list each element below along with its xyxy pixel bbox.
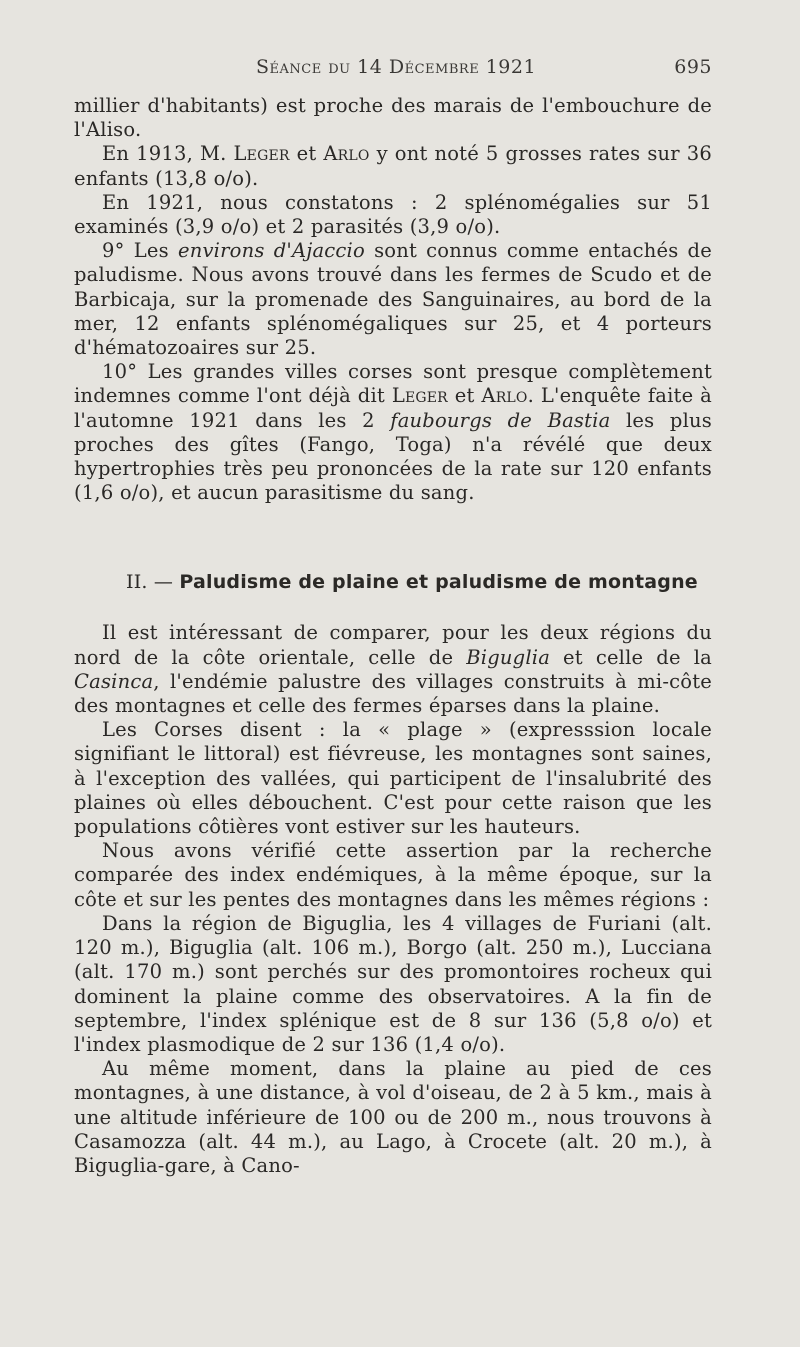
- author-arlo: Arlo: [323, 142, 370, 166]
- emphasis-biguglia: Biguglia: [466, 645, 551, 669]
- text-run: les plus proches des gîtes (Fango, Toga) n'a révélé que deux hypertrophies très peu prononcées de la rate sur 120 enfants (1,6 o/o), et aucun parasitisme du sang.: [74, 408, 712, 505]
- text-run: En 1913, M.: [102, 142, 234, 166]
- text-run: sont connus comme entachés de paludisme. Nous avons trouvé dans les fermes de Scudo et de Barbicaja, sur la promenade des Sanguinaires, au bord de la mer, 12 enfants splénomégaliques sur 25, et 4 porteurs d'hématozoaires sur 25.: [74, 239, 712, 360]
- paragraph-plaine: Au même moment, dans la plaine au pied de ces montagnes, à une distance, à vol d'oiseau, de 2 à 5 km., mais à une altitude inférieure de 100 ou de 200 m., nous trouvons à Casamozza (alt. 44 m.), au Lago, à Crocete (alt. 20 m.), à Biguglia-gare, à Cano-: [74, 1057, 712, 1177]
- author-leger: Leger: [391, 384, 448, 408]
- paragraph-villes-corses: [74, 360, 712, 505]
- text-run: 9° Les: [102, 239, 178, 263]
- text-run: et celle de la: [550, 645, 713, 669]
- paragraph-comparer: [74, 621, 712, 718]
- emphasis-ajaccio: environs d'Ajaccio: [177, 239, 365, 263]
- text-run: , l'endémie palustre des villages construits à mi-côte des montagnes et celle des fermes éparses dans la plaine.: [74, 669, 712, 718]
- upper-text-block: [74, 94, 712, 505]
- paragraph-aliso: millier d'habitants) est proche des marais de l'embouchure de l'Aliso.: [74, 94, 712, 142]
- section-heading: [126, 571, 712, 593]
- author-arlo: Arlo: [481, 384, 528, 408]
- emphasis-bastia: faubourgs de Bastia: [390, 408, 611, 432]
- emphasis-casinca: Casinca: [74, 669, 154, 693]
- paragraph-assertion: Nous avons vérifié cette assertion par la recherche comparée des index endémiques, à la même époque, sur la côte et sur les pentes des montagnes dans les mêmes régions :: [74, 839, 712, 911]
- paragraph-ajaccio: [74, 239, 712, 360]
- text-run: et: [289, 142, 324, 166]
- author-leger: Leger: [233, 142, 290, 166]
- paragraph-1921: En 1921, nous constatons : 2 splénomégalies sur 51 examinés (3,9 o/o) et 2 parasités (3,9 o/o).: [74, 190, 712, 239]
- text-run: et: [447, 384, 482, 408]
- header-title: Séance du 14 Décembre 1921: [256, 56, 537, 78]
- section-number: II. —: [126, 571, 180, 594]
- text-run: 10° Les grandes villes corses sont presque complètement indemnes comme l'ont déjà dit: [74, 360, 712, 408]
- page-number: 695: [674, 56, 712, 78]
- text-run: y ont noté 5 grosses rates sur 36 enfants (13,8 o/o).: [74, 142, 712, 190]
- paragraph-biguglia-villages: Dans la région de Biguglia, les 4 villages de Furiani (alt. 120 m.), Biguglia (alt. 106 m.), Borgo (alt. 250 m.), Lucciana (alt. 170 m.) sont perchés sur des promontoires rocheux qui dominent la plaine comme des observatoires. A la fin de septembre, l'index splénique est de 8 sur 136 (5,8 o/o) et l'index plasmodique de 2 sur 136 (1,4 o/o).: [74, 911, 712, 1056]
- running-head: [256, 56, 712, 78]
- paragraph-plage: Les Corses disent : la « plage » (expresssion locale signifiant le littoral) est fiévreuse, les montagnes sont saines, à l'exception des vallées, qui participent de l'insalubrité des plaines où elles débouchent. C'est pour cette raison que les populations côtières vont estiver sur les hauteurs.: [74, 718, 712, 839]
- text-run: Il est intéressant de comparer, pour les deux régions du nord de la côte orientale, celle de: [74, 621, 712, 669]
- lower-text-block: [74, 621, 712, 1178]
- section-title: Paludisme de plaine et paludisme de montagne: [179, 571, 698, 594]
- text-run: . L'enquête faite à l'automne 1921 dans les 2: [74, 384, 712, 432]
- paragraph-1913: [74, 142, 712, 190]
